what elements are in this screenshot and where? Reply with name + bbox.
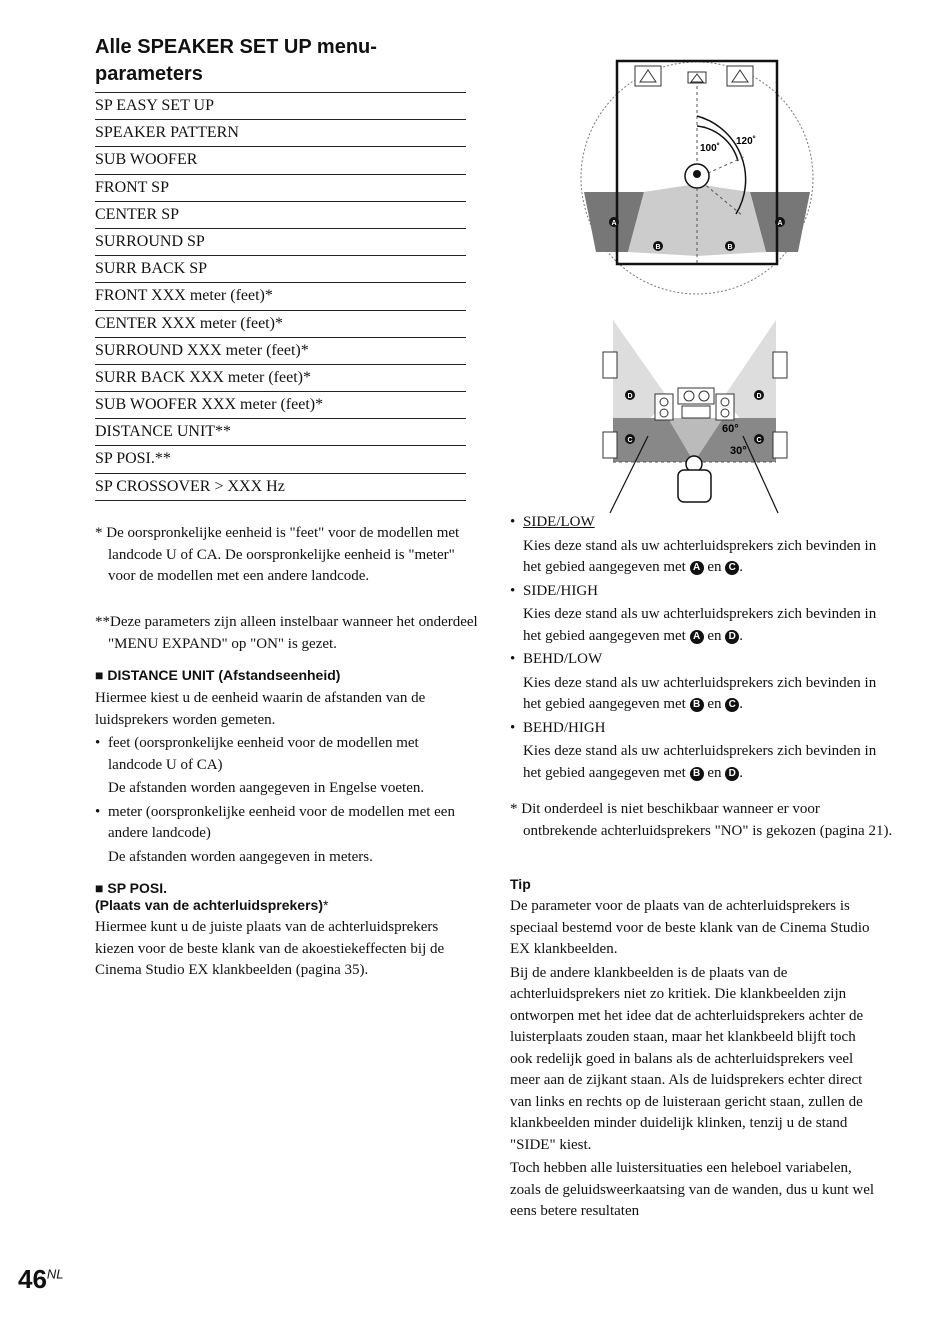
tip-label: Tip	[510, 876, 531, 892]
page-title: Alle SPEAKER SET UP menu-parameters	[95, 36, 377, 85]
param-row: SP CROSSOVER > XXX Hz	[95, 473, 466, 501]
tip-section	[510, 876, 880, 1223]
param-row: SURROUND SP	[95, 228, 466, 255]
option-desc: Kies deze stand als uw achterluidsprekers zich bevinden in het gebied aangegeven met B en D .	[523, 743, 877, 781]
zone-badge: D	[725, 630, 739, 644]
zone-b-label: B	[727, 244, 733, 251]
angle-label-120: 120˚	[736, 136, 757, 147]
option-desc: Kies deze stand als uw achterluidsprekers zich bevinden in het gebied aangegeven met A en C .	[523, 537, 877, 575]
sp-posi-section	[95, 880, 467, 982]
zone-badge: C	[725, 698, 739, 712]
tip-paragraph: Bij de andere klankbeelden is de plaats van de achterluidsprekers niet zo kritiek. Die klankbeelden zijn ontworpen met het idee dat de achterluidsprekers achter de luisterplaats zouden staan, maar het klankbeeld blijft toch ook redelijk goed in balans als de achterluidsprekers veel meer aan de zijkant staan. Als de luidsprekers echter direct van links en rechts op de luisteraan gericht staan, zullen de klankbeelden minder duidelijk klinken, tenzij u de stand "SIDE" kiest.	[510, 964, 864, 1153]
footnote-no-speakers: * Dit onderdeel is niet beschikbaar wanneer er voor ontbrekende achterluidsprekers "NO" is gekozen (pagina 21).	[510, 801, 893, 839]
param-row: SP EASY SET UP	[95, 92, 466, 119]
zone-badge: B	[690, 698, 704, 712]
position-options	[510, 512, 880, 784]
language-suffix: NL	[46, 1266, 64, 1282]
option-name: • SIDE/HIGH	[510, 581, 880, 603]
option-name: • BEHD/HIGH	[510, 718, 880, 740]
footnote-menu-expand: **Deze parameters zijn alleen instelbaar wanneer het onderdeel "MENU EXPAND" op "ON" is gezet.	[95, 614, 478, 652]
zone-c-label: C	[756, 437, 762, 444]
listener-chair-icon	[678, 470, 711, 502]
zone-badge: A	[690, 630, 704, 644]
section-heading: ■ SP POSI.	[95, 880, 168, 896]
option-desc: Kies deze stand als uw achterluidsprekers zich bevinden in het gebied aangegeven met B en C .	[523, 674, 877, 712]
param-row: SP POSI.**	[95, 445, 466, 472]
surround-speaker-low-right-icon	[773, 432, 787, 458]
section-subheading: (Plaats van de achterluidsprekers)*	[95, 897, 329, 913]
option-name: SIDE/LOW	[523, 514, 595, 530]
speaker-height-diagram	[598, 318, 794, 514]
front-right-speaker-icon	[727, 66, 753, 86]
zone-badge: C	[725, 561, 739, 575]
option-desc: Kies deze stand als uw achterluidsprekers zich bevinden in het gebied aangegeven met A en D .	[523, 606, 877, 644]
surround-speaker-low-left-icon	[603, 432, 617, 458]
section-heading: ■ DISTANCE UNIT (Afstandseenheid)	[95, 667, 341, 683]
param-row: SURR BACK XXX meter (feet)*	[95, 364, 466, 391]
param-row: SURROUND XXX meter (feet)*	[95, 337, 466, 364]
surround-speaker-high-right-icon	[773, 352, 787, 378]
angle-label-100: 100˚	[700, 143, 721, 154]
zone-d-label: D	[627, 393, 633, 400]
section-text: Hiermee kunt u de juiste plaats van de achterluidsprekers kiezen voor de beste klank van de akoestiekeffecten bij de Cinema Studio EX klankbeelden (pagina 35).	[95, 919, 445, 978]
section-text: Hiermee kiest u de eenheid waarin de afstanden van de luidsprekers worden gemeten.	[95, 690, 426, 728]
distance-unit-section	[95, 667, 467, 868]
option-behd-high	[510, 718, 880, 785]
zone-badge: D	[725, 767, 739, 781]
tip-paragraph: De parameter voor de plaats van de achterluidsprekers is speciaal bestemd voor de beste klank van de Cinema Studio EX klankbeelden.	[510, 898, 870, 957]
zone-a-label: A	[777, 220, 783, 227]
option-behd-low	[510, 649, 880, 716]
param-row: DISTANCE UNIT**	[95, 418, 466, 445]
angle-label-30: 30°	[730, 445, 747, 457]
zone-d-label: D	[756, 393, 762, 400]
param-row: SPEAKER PATTERN	[95, 119, 466, 146]
option-side-high	[510, 581, 880, 648]
surround-speaker-high-left-icon	[603, 352, 617, 378]
zone-badge: A	[690, 561, 704, 575]
list-item-desc: De afstanden worden aangegeven in meters.	[108, 848, 373, 865]
param-row: FRONT SP	[95, 174, 466, 201]
param-row: SUB WOOFER XXX meter (feet)*	[95, 391, 466, 418]
param-row: CENTER XXX meter (feet)*	[95, 310, 466, 337]
param-row: FRONT XXX meter (feet)*	[95, 282, 466, 309]
zone-b-label: B	[655, 244, 661, 251]
param-row: SURR BACK SP	[95, 255, 466, 282]
square-bullet-icon: ■	[95, 880, 108, 896]
tv-icon	[682, 406, 710, 418]
angle-label-60: 60°	[722, 423, 739, 435]
page-number: $46^{NL}$	[18, 1264, 64, 1294]
tip-paragraph: Toch hebben alle luistersituaties een heleboel variabelen, zoals de geluidsweerkaatsing van de wanden, dus u kunt wel eens betere resultaten	[510, 1160, 875, 1219]
list-item: • meter (oorspronkelijke eenheid voor de modellen met een andere landcode)	[95, 802, 467, 845]
list-item: • feet (oorspronkelijke eenheid voor de modellen met landcode U of CA)	[95, 733, 467, 776]
speaker-angle-diagram	[578, 56, 818, 306]
list-item-desc: De afstanden worden aangegeven in Engelse voeten.	[108, 780, 425, 796]
zone-badge: B	[690, 767, 704, 781]
param-row: CENTER SP	[95, 201, 466, 228]
front-left-speaker-icon	[635, 66, 661, 86]
parameter-table	[95, 92, 466, 501]
option-side-low	[510, 512, 880, 579]
square-bullet-icon: ■	[95, 667, 108, 683]
zone-a-label: A	[611, 220, 617, 227]
option-name: • BEHD/LOW	[510, 649, 880, 671]
footnote-unit: * De oorspronkelijke eenheid is "feet" voor de modellen met landcode U of CA. De oorspronkelijke eenheid is "meter" voor de modellen met een andere landcode.	[95, 525, 460, 584]
zone-c-label: C	[627, 437, 633, 444]
param-row: SUB WOOFER	[95, 146, 466, 173]
